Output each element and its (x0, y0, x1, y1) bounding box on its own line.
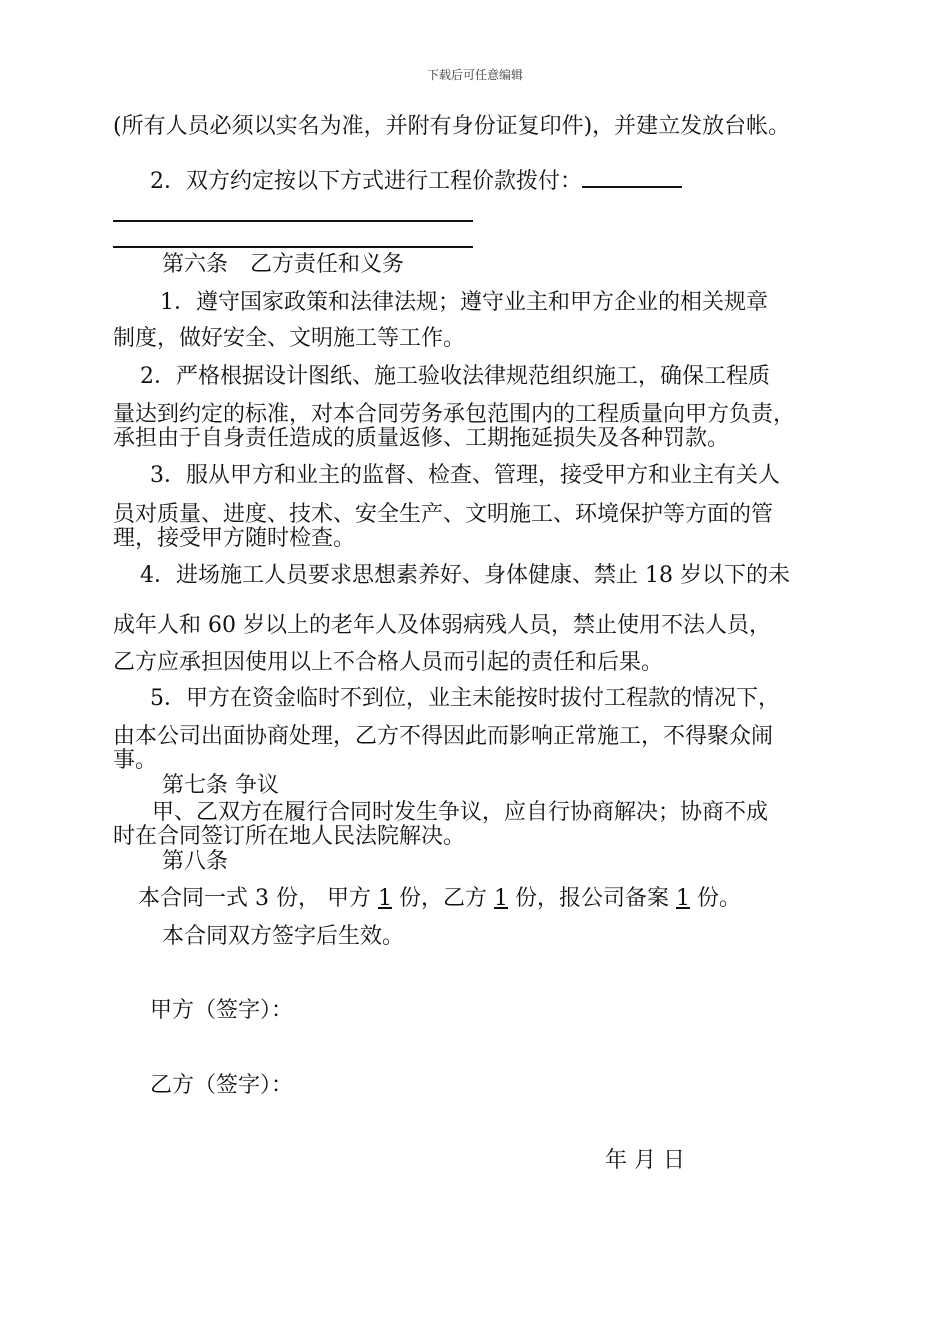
party-b-signature-label: 乙方（签字）： (150, 1073, 294, 1098)
paragraph-line: 1．遵守国家政策和法律法规；遵守业主和甲方企业的相关规章 (160, 290, 768, 315)
effective-clause: 本合同双方签字后生效。 (162, 924, 405, 949)
paragraph-line: 3．服从甲方和业主的监督、检查、管理，接受甲方和业主有关人 (150, 463, 780, 488)
fill-in-rule (113, 246, 473, 248)
copies-text: 份，乙方 (391, 886, 494, 911)
paragraph-line: 甲、乙双方在履行合同时发生争议，应自行协商解决；协商不成 (152, 800, 769, 825)
paragraph-line: (所有人员必须以实名为准，并附有身份证复印件)，并建立发放台帐。 (113, 114, 791, 139)
paragraph-line: 理，接受甲方随时检查。 (113, 526, 356, 551)
paragraph-line: 乙方应承担因使用以上不合格人员而引起的责任和后果。 (113, 650, 664, 675)
payment-method-line (150, 166, 682, 195)
article-8-title: 第八条 (162, 849, 229, 874)
copies-count-company: 1 (675, 886, 690, 911)
paragraph-text: 2．双方约定按以下方式进行工程价款拨付： (150, 169, 582, 194)
paragraph-line: 承担由于自身责任造成的质量返修、工期拖延损失及各种罚款。 (113, 426, 730, 451)
copies-text: 份。 (689, 886, 741, 911)
paragraph-line: 4．进场施工人员要求思想素养好、身体健康、禁止 18 岁以下的未 (140, 563, 790, 588)
paragraph-line: 量达到约定的标准，对本合同劳务承包范围内的工程质量向甲方负责， (113, 402, 796, 427)
party-a-signature-label: 甲方（签字）： (150, 998, 294, 1023)
copies-line (138, 886, 741, 912)
paragraph-line: 成年人和 60 岁以上的老年人及体弱病残人员，禁止使用不法人员， (113, 613, 771, 638)
paragraph-line: 由本公司出面协商处理，乙方不得因此而影响正常施工，不得聚众闹 (113, 724, 774, 749)
page-header: 下载后可任意编辑 (426, 68, 523, 82)
paragraph-line: 制度，做好安全、文明施工等工作。 (113, 326, 466, 351)
paragraph-line: 时在合同签订所在地人民法院解决。 (113, 824, 466, 849)
signing-date: 年 月 日 (605, 1148, 685, 1173)
article-6-title: 第六条 乙方责任和义务 (162, 252, 405, 277)
fill-in-blank (582, 166, 682, 188)
copies-count-party-b: 1 (493, 886, 508, 911)
copies-text: 本合同一式 3 份， 甲方 (138, 886, 378, 911)
paragraph-line: 2．严格根据设计图纸、施工验收法律规范组织施工，确保工程质 (140, 364, 770, 389)
article-7-title: 第七条 争议 (162, 773, 279, 798)
copies-text: 份，报公司备案 (507, 886, 676, 911)
paragraph-line: 事。 (113, 748, 158, 773)
fill-in-rule (113, 220, 473, 222)
copies-count-party-a: 1 (377, 886, 392, 911)
paragraph-line: 5．甲方在资金临时不到位，业主未能按时拔付工程款的情况下， (150, 686, 780, 711)
paragraph-line: 员对质量、进度、技术、安全生产、文明施工、环境保护等方面的管 (113, 502, 774, 527)
